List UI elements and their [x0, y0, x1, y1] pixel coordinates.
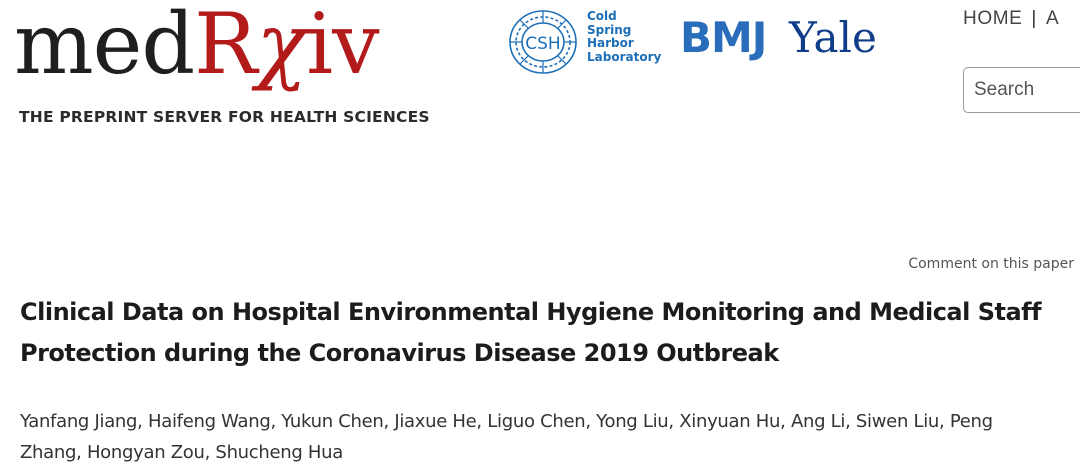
- csh-name: [587, 10, 661, 64]
- yale-partner-logo[interactable]: Yale: [789, 13, 877, 62]
- logo-chi-text: χ: [256, 0, 307, 93]
- logo-iv-text: iv: [306, 0, 379, 93]
- comment-on-paper-link[interactable]: Comment on this paper: [908, 256, 1074, 272]
- search-input[interactable]: [963, 67, 1080, 113]
- csh-line-1: Cold: [587, 9, 617, 23]
- bmj-partner-logo[interactable]: BMJ: [680, 13, 767, 62]
- csh-line-2: Spring: [587, 22, 632, 37]
- logo-r-text: R: [194, 0, 257, 93]
- csh-line-4: Laboratory: [587, 49, 662, 64]
- site-logo-wordmark: [14, 0, 379, 94]
- nav-separator: |: [1031, 8, 1037, 29]
- csh-badge-text: CSH: [525, 34, 561, 54]
- article-title: Clinical Data on Hospital Environmental Hygiene Monitoring and Medical Staff Protection during the Coronavirus Disease 2019 Outbreak: [20, 298, 1042, 367]
- site-logo[interactable]: [14, 0, 444, 100]
- csh-line-3: Harbor: [587, 36, 634, 50]
- csh-partner-logo[interactable]: [505, 6, 665, 76]
- nav-next-link[interactable]: A: [1045, 8, 1060, 29]
- top-nav: [963, 8, 1059, 30]
- logo-med-text: med: [14, 0, 195, 93]
- article-authors: Yanfang Jiang, Haifeng Wang, Yukun Chen, Jiaxue He, Liguo Chen, Yong Liu, Xinyuan Hu, Ang Li, Siwen Liu, Peng Zhang, Hongyan Zou, Shucheng Hua: [20, 411, 993, 463]
- site-tagline: THE PREPRINT SERVER FOR HEALTH SCIENCES: [19, 108, 430, 126]
- nav-home-link[interactable]: HOME: [963, 8, 1023, 29]
- dna-helix-ring-icon: [505, 6, 583, 78]
